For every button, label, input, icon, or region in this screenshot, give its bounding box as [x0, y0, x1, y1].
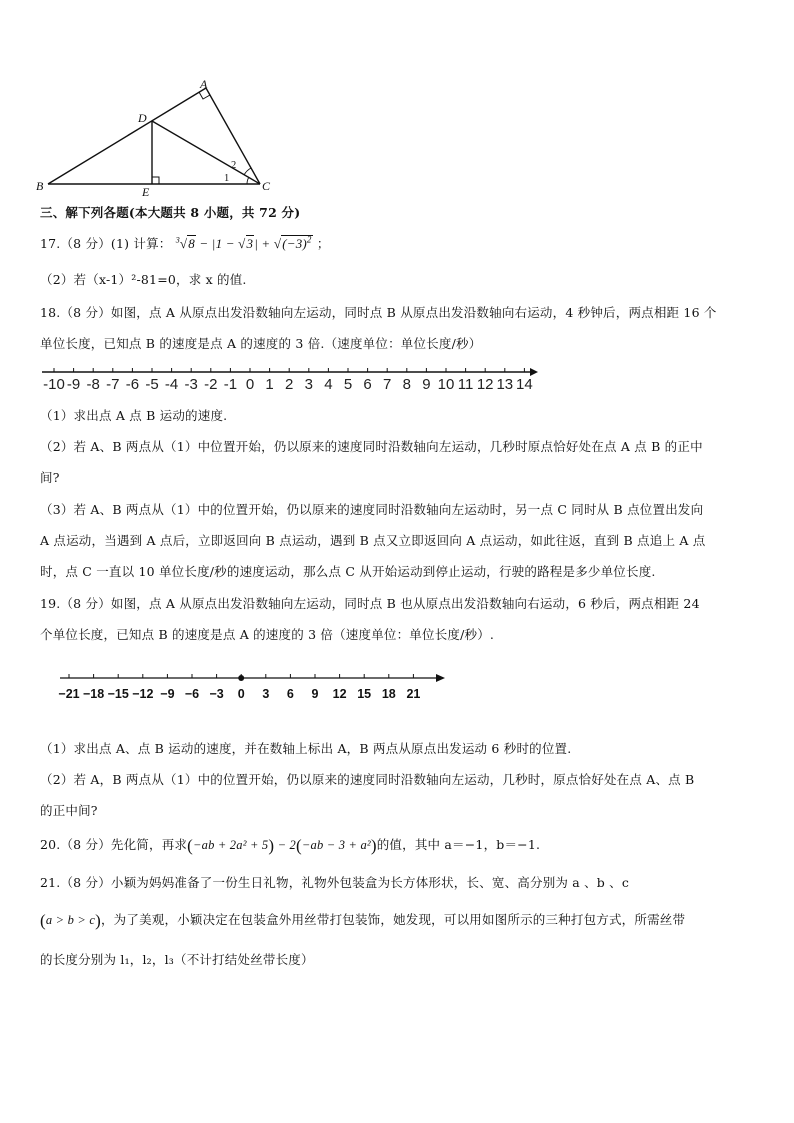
q18-tick-label: -9 — [66, 376, 81, 393]
q18-tick-label: -4 — [164, 376, 179, 393]
label-E: E — [142, 185, 150, 199]
q20-mid: − 2 — [277, 838, 297, 852]
q20-line — [40, 835, 540, 856]
q19-tick-label: −12 — [132, 687, 154, 701]
q18-tick-label: 7 — [383, 376, 392, 393]
q19-tick-label: 3 — [262, 687, 270, 701]
q19-tick-label: −21 — [58, 687, 80, 701]
q20-prefix: 20.（8 分）先化简，再求 — [40, 837, 188, 852]
q20-suffix: 的值，其中 a＝−1，b＝−1. — [376, 837, 541, 852]
q19-number-line-arrow — [436, 674, 445, 682]
q21-cond-text: a > b > c — [45, 913, 96, 927]
right-angle-E — [152, 177, 159, 184]
q19-tick-label: 21 — [406, 687, 421, 701]
q19-p1: （1）求出点 A、点 B 运动的速度，并在数轴上标出 A，B 两点从原点出发运动 6 秒时的位置. — [40, 741, 572, 756]
q18-p1: （1）求出点 A 点 B 运动的速度. — [40, 408, 228, 423]
q18-line1: 18.（8 分）如图，点 A 从原点出发沿数轴向左运动，同时点 B 从原点出发沿数轴向右运动，4 秒钟后，两点相距 16 个 — [40, 305, 717, 320]
q18-tick-label: -2 — [204, 376, 218, 393]
q19-p2b: 的正中间? — [40, 803, 98, 818]
q20-expr1: −ab + 2a² + 5 — [192, 838, 269, 852]
q17-expression: $^3√8 - |1 - √3| + √(-3)^2$ — [175, 234, 312, 251]
q21-line1: 21.（8 分）小颖为妈妈准备了一份生日礼物，礼物外包装盒为长方体形状，长、宽、高分别为 a 、b 、c — [40, 875, 630, 890]
q18-tick-label: 14 — [516, 376, 533, 393]
q18-tick-label: -7 — [106, 376, 120, 393]
q18-tick-label: 5 — [343, 376, 353, 393]
q19-p2a: （2）若 A，B 两点从（1）中的位置开始，仍以原来的速度同时沿数轴向左运动，几秒时，原点恰好处在点 A、点 B — [40, 772, 695, 787]
q18-p3c: 时，点 C 一直以 10 单位长度/秒的速度运动，那么点 C 从开始运动到停止运动，行驶的路程是多少单位长度. — [40, 564, 656, 579]
q21-line3: 的长度分别为 l₁，l₂，l₃（不计打结处丝带长度） — [40, 952, 314, 967]
q18-tick-label: -6 — [125, 376, 140, 393]
angle-arc-1 — [247, 177, 249, 184]
label-B: B — [36, 179, 44, 193]
q19-tick-label: −15 — [107, 687, 129, 701]
section-heading: 三、解下列各题(本大题共 8 小题，共 72 分) — [40, 205, 301, 220]
q20-expr2: −ab − 3 + a² — [301, 838, 371, 852]
q18-tick-label: 1 — [265, 376, 274, 393]
q18-p3b: A 点运动，当遇到 A 点后，立即返回向 B 点运动，遇到 B 点又立即返回向 A 点运动，如此往返，直到 B 点追上 A 点 — [40, 533, 706, 548]
q19-tick-label: −6 — [184, 687, 200, 701]
q18-tick-label: 4 — [324, 376, 333, 393]
q18-tick-label: 8 — [402, 376, 411, 393]
q19-tick-label: 12 — [332, 687, 347, 701]
q18-p2a: （2）若 A、B 两点从（1）中位置开始，仍以原来的速度同时沿数轴向左运动，几秒时原点恰好处在点 A 点 B 的正中 — [40, 439, 703, 454]
q18-line2: 单位长度，已知点 B 的速度是点 A 的速度的 3 倍.（速度单位：单位长度/秒） — [40, 336, 482, 351]
angle-arc-2 — [244, 168, 251, 175]
q18-p3a: （3）若 A、B 两点从（1）中的位置开始，仍以原来的速度同时沿数轴向左运动时，另一点 C 同时从 B 点位置出发向 — [40, 502, 704, 517]
q18-number-line — [40, 362, 540, 394]
q17-tail: ； — [316, 236, 330, 251]
q19-tick-label: −18 — [82, 687, 105, 701]
q19-line1: 19.（8 分）如图，点 A 从原点出发沿数轴向左运动，同时点 B 也从原点出发沿数轴向右运动，6 秒后，两点相距 24 — [40, 596, 700, 611]
q18-tick-label: 10 — [437, 376, 455, 393]
q17-line — [40, 234, 330, 252]
q19-origin-dot — [238, 675, 244, 681]
q17-prefix: 17.（8 分）(1) 计算： — [40, 236, 172, 251]
label-A: A — [200, 77, 208, 91]
label-C: C — [262, 179, 271, 193]
q18-tick-label: -5 — [145, 376, 159, 393]
q18-tick-label: 2 — [285, 376, 294, 393]
q18-tick-label: 0 — [245, 376, 255, 393]
q19-tick-label: 6 — [286, 687, 294, 701]
q18-tick-label: 6 — [363, 376, 372, 393]
q19-tick-label: 15 — [357, 687, 372, 701]
q19-tick-label: −9 — [160, 687, 175, 701]
q19-tick-label: 9 — [311, 687, 319, 701]
q19-line2: 个单位长度，已知点 B 的速度是点 A 的速度的 3 倍（速度单位：单位长度/秒）. — [40, 627, 495, 642]
q18-tick-label: -1 — [223, 376, 238, 393]
q18-tick-label: 13 — [496, 376, 514, 393]
q17-part2: （2）若（x-1）²-81=0，求 x 的值. — [40, 272, 247, 287]
q18-tick-label: -10 — [43, 376, 65, 393]
q19-tick-label: 18 — [381, 687, 396, 701]
q18-tick-label: 11 — [457, 376, 474, 393]
q19-number-line — [56, 666, 446, 706]
q21-condition: (a > b > c) — [40, 911, 101, 930]
q18-tick-label: 12 — [476, 376, 494, 393]
q21-line2-wrap — [40, 910, 685, 931]
q18-tick-label: -3 — [184, 376, 198, 393]
q21-line2: ，为了美观，小颖决定在包装盒外用丝带打包装饰，她发现，可以用如图所示的三种打包方式，所需丝带 — [100, 912, 686, 927]
q18-p2b: 间? — [40, 470, 60, 485]
q18-tick-label: 3 — [304, 376, 313, 393]
q20-expression: (−ab + 2a² + 5) − 2(−ab − 3 + a²) — [187, 836, 377, 855]
q18-tick-label: 9 — [422, 376, 431, 393]
q19-tick-label: 0 — [237, 687, 245, 701]
triangle-figure — [30, 76, 290, 200]
side-BA — [48, 88, 206, 184]
q18-number-line-arrow — [530, 368, 538, 376]
q18-tick-label: -8 — [86, 376, 100, 393]
label-D: D — [138, 111, 147, 125]
label-angle-1: 1 — [224, 173, 230, 184]
label-angle-2: 2 — [231, 160, 237, 171]
q19-tick-label: −3 — [209, 687, 224, 701]
